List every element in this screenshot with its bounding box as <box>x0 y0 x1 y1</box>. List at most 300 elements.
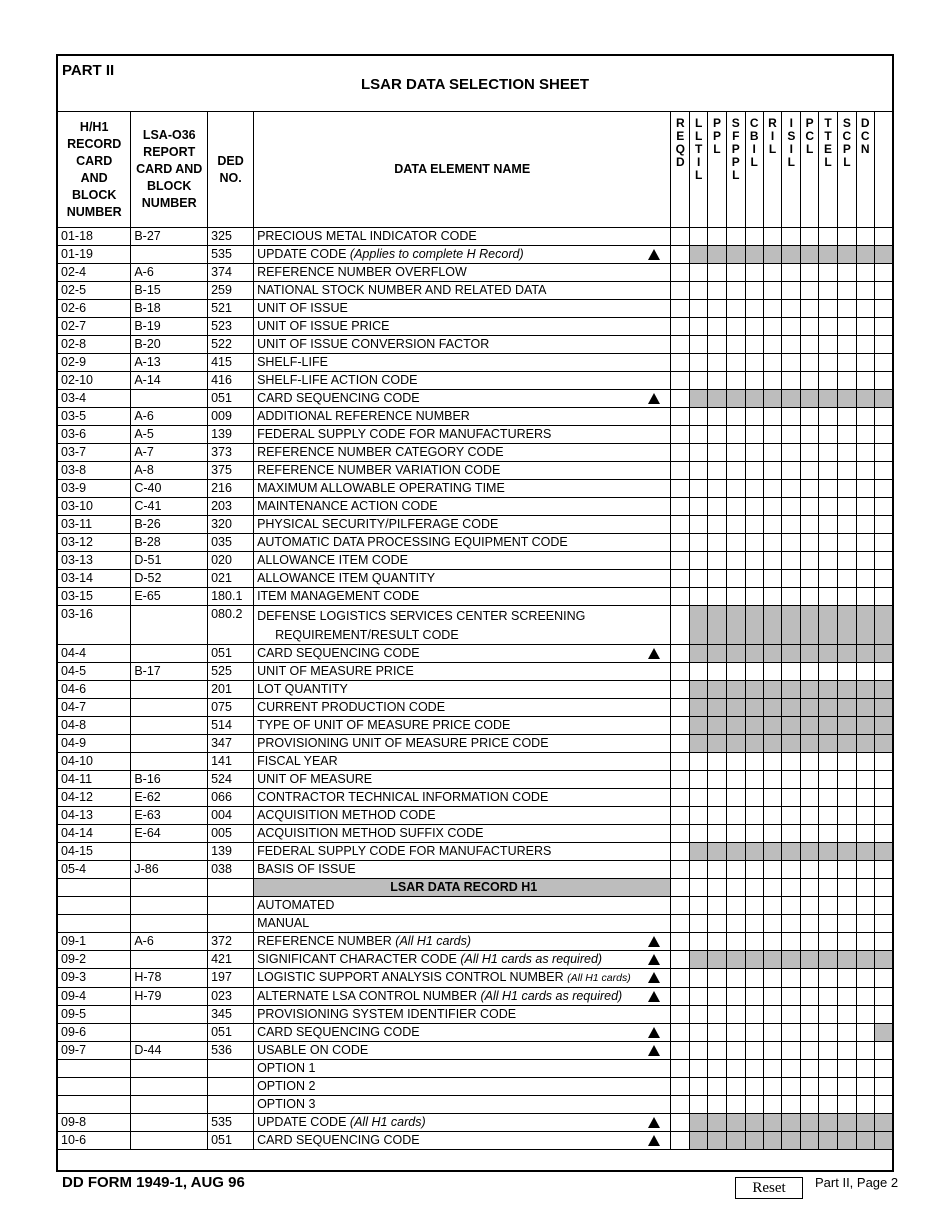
selection-cell[interactable] <box>763 1042 782 1060</box>
selection-cell[interactable] <box>819 897 838 915</box>
selection-cell[interactable] <box>801 318 819 336</box>
selection-cell[interactable] <box>708 807 727 825</box>
selection-cell[interactable] <box>726 753 745 771</box>
selection-cell[interactable] <box>708 516 727 534</box>
selection-cell[interactable] <box>745 897 763 915</box>
selection-cell[interactable] <box>819 1042 838 1060</box>
selection-cell[interactable] <box>763 1096 782 1114</box>
selection-cell[interactable] <box>819 1096 838 1114</box>
selection-cell[interactable] <box>745 933 763 951</box>
selection-cell[interactable] <box>837 753 856 771</box>
selection-cell[interactable] <box>837 789 856 807</box>
selection-cell[interactable] <box>856 1078 874 1096</box>
selection-cell[interactable] <box>856 300 874 318</box>
selection-cell[interactable] <box>837 933 856 951</box>
selection-cell[interactable] <box>690 771 708 789</box>
selection-cell[interactable] <box>819 318 838 336</box>
selection-cell[interactable] <box>708 879 727 897</box>
selection-cell[interactable] <box>819 570 838 588</box>
selection-cell[interactable] <box>874 915 892 933</box>
selection-cell[interactable] <box>671 771 690 789</box>
selection-cell[interactable] <box>801 771 819 789</box>
selection-cell[interactable] <box>801 807 819 825</box>
selection-cell[interactable] <box>690 1024 708 1042</box>
selection-cell[interactable] <box>856 408 874 426</box>
selection-cell[interactable] <box>726 663 745 681</box>
selection-cell[interactable] <box>782 588 801 606</box>
selection-cell[interactable] <box>708 861 727 879</box>
selection-cell[interactable] <box>671 408 690 426</box>
selection-cell[interactable] <box>671 336 690 354</box>
selection-cell[interactable] <box>745 861 763 879</box>
selection-cell[interactable] <box>856 988 874 1006</box>
selection-cell[interactable] <box>708 408 727 426</box>
selection-cell[interactable] <box>763 318 782 336</box>
selection-cell[interactable] <box>819 408 838 426</box>
selection-cell[interactable] <box>801 753 819 771</box>
selection-cell[interactable] <box>782 753 801 771</box>
selection-cell[interactable] <box>837 897 856 915</box>
selection-cell[interactable] <box>671 606 690 645</box>
selection-cell[interactable] <box>708 534 727 552</box>
selection-cell[interactable] <box>708 300 727 318</box>
selection-cell[interactable] <box>801 336 819 354</box>
selection-cell[interactable] <box>690 462 708 480</box>
selection-cell[interactable] <box>745 408 763 426</box>
selection-cell[interactable] <box>763 897 782 915</box>
selection-cell[interactable] <box>745 552 763 570</box>
selection-cell[interactable] <box>708 444 727 462</box>
selection-cell[interactable] <box>745 915 763 933</box>
selection-cell[interactable] <box>837 372 856 390</box>
selection-cell[interactable] <box>690 228 708 246</box>
selection-cell[interactable] <box>690 933 708 951</box>
selection-cell[interactable] <box>745 498 763 516</box>
selection-cell[interactable] <box>708 552 727 570</box>
selection-cell[interactable] <box>763 753 782 771</box>
selection-cell[interactable] <box>726 1060 745 1078</box>
selection-cell[interactable] <box>782 1096 801 1114</box>
selection-cell[interactable] <box>690 879 708 897</box>
selection-cell[interactable] <box>763 462 782 480</box>
selection-cell[interactable] <box>782 534 801 552</box>
selection-cell[interactable] <box>690 825 708 843</box>
selection-cell[interactable] <box>856 1006 874 1024</box>
selection-cell[interactable] <box>856 228 874 246</box>
selection-cell[interactable] <box>782 771 801 789</box>
selection-cell[interactable] <box>763 861 782 879</box>
selection-cell[interactable] <box>671 390 690 408</box>
selection-cell[interactable] <box>671 1060 690 1078</box>
selection-cell[interactable] <box>726 516 745 534</box>
selection-cell[interactable] <box>874 444 892 462</box>
selection-cell[interactable] <box>708 915 727 933</box>
selection-cell[interactable] <box>801 516 819 534</box>
selection-cell[interactable] <box>782 354 801 372</box>
selection-cell[interactable] <box>745 372 763 390</box>
selection-cell[interactable] <box>819 552 838 570</box>
selection-cell[interactable] <box>801 1060 819 1078</box>
selection-cell[interactable] <box>819 988 838 1006</box>
selection-cell[interactable] <box>801 462 819 480</box>
selection-cell[interactable] <box>745 300 763 318</box>
selection-cell[interactable] <box>801 861 819 879</box>
selection-cell[interactable] <box>671 570 690 588</box>
selection-cell[interactable] <box>763 988 782 1006</box>
selection-cell[interactable] <box>837 354 856 372</box>
selection-cell[interactable] <box>763 663 782 681</box>
selection-cell[interactable] <box>671 951 690 969</box>
selection-cell[interactable] <box>856 861 874 879</box>
selection-cell[interactable] <box>726 1042 745 1060</box>
selection-cell[interactable] <box>801 988 819 1006</box>
selection-cell[interactable] <box>856 426 874 444</box>
selection-cell[interactable] <box>708 663 727 681</box>
selection-cell[interactable] <box>763 282 782 300</box>
selection-cell[interactable] <box>708 588 727 606</box>
selection-cell[interactable] <box>819 969 838 988</box>
selection-cell[interactable] <box>671 1132 690 1150</box>
selection-cell[interactable] <box>819 462 838 480</box>
selection-cell[interactable] <box>837 915 856 933</box>
selection-cell[interactable] <box>671 282 690 300</box>
selection-cell[interactable] <box>690 480 708 498</box>
selection-cell[interactable] <box>837 426 856 444</box>
selection-cell[interactable] <box>745 264 763 282</box>
selection-cell[interactable] <box>745 516 763 534</box>
selection-cell[interactable] <box>801 444 819 462</box>
selection-cell[interactable] <box>763 1006 782 1024</box>
selection-cell[interactable] <box>856 969 874 988</box>
selection-cell[interactable] <box>690 570 708 588</box>
selection-cell[interactable] <box>745 426 763 444</box>
selection-cell[interactable] <box>745 228 763 246</box>
selection-cell[interactable] <box>690 300 708 318</box>
selection-cell[interactable] <box>801 933 819 951</box>
selection-cell[interactable] <box>726 354 745 372</box>
selection-cell[interactable] <box>708 1078 727 1096</box>
selection-cell[interactable] <box>819 516 838 534</box>
selection-cell[interactable] <box>819 372 838 390</box>
selection-cell[interactable] <box>690 1096 708 1114</box>
selection-cell[interactable] <box>726 789 745 807</box>
selection-cell[interactable] <box>671 879 690 897</box>
selection-cell[interactable] <box>819 228 838 246</box>
selection-cell[interactable] <box>745 444 763 462</box>
selection-cell[interactable] <box>671 717 690 735</box>
selection-cell[interactable] <box>671 681 690 699</box>
selection-cell[interactable] <box>745 534 763 552</box>
selection-cell[interactable] <box>708 1024 727 1042</box>
selection-cell[interactable] <box>708 336 727 354</box>
selection-cell[interactable] <box>856 663 874 681</box>
selection-cell[interactable] <box>708 480 727 498</box>
selection-cell[interactable] <box>745 480 763 498</box>
selection-cell[interactable] <box>874 897 892 915</box>
selection-cell[interactable] <box>671 444 690 462</box>
selection-cell[interactable] <box>782 789 801 807</box>
selection-cell[interactable] <box>819 264 838 282</box>
selection-cell[interactable] <box>856 336 874 354</box>
selection-cell[interactable] <box>874 969 892 988</box>
selection-cell[interactable] <box>690 897 708 915</box>
selection-cell[interactable] <box>874 498 892 516</box>
selection-cell[interactable] <box>782 807 801 825</box>
selection-cell[interactable] <box>690 789 708 807</box>
selection-cell[interactable] <box>819 480 838 498</box>
selection-cell[interactable] <box>690 372 708 390</box>
selection-cell[interactable] <box>708 753 727 771</box>
selection-cell[interactable] <box>690 498 708 516</box>
selection-cell[interactable] <box>837 480 856 498</box>
selection-cell[interactable] <box>856 825 874 843</box>
selection-cell[interactable] <box>726 1096 745 1114</box>
selection-cell[interactable] <box>819 1060 838 1078</box>
selection-cell[interactable] <box>837 861 856 879</box>
selection-cell[interactable] <box>763 552 782 570</box>
selection-cell[interactable] <box>801 1096 819 1114</box>
selection-cell[interactable] <box>856 570 874 588</box>
selection-cell[interactable] <box>671 552 690 570</box>
selection-cell[interactable] <box>856 1024 874 1042</box>
selection-cell[interactable] <box>782 444 801 462</box>
selection-cell[interactable] <box>763 789 782 807</box>
selection-cell[interactable] <box>708 969 727 988</box>
selection-cell[interactable] <box>708 498 727 516</box>
selection-cell[interactable] <box>856 264 874 282</box>
selection-cell[interactable] <box>837 771 856 789</box>
selection-cell[interactable] <box>782 462 801 480</box>
selection-cell[interactable] <box>708 1006 727 1024</box>
selection-cell[interactable] <box>726 462 745 480</box>
selection-cell[interactable] <box>745 588 763 606</box>
selection-cell[interactable] <box>837 408 856 426</box>
selection-cell[interactable] <box>801 408 819 426</box>
selection-cell[interactable] <box>671 426 690 444</box>
selection-cell[interactable] <box>745 969 763 988</box>
selection-cell[interactable] <box>782 570 801 588</box>
selection-cell[interactable] <box>782 915 801 933</box>
selection-cell[interactable] <box>801 879 819 897</box>
selection-cell[interactable] <box>874 1078 892 1096</box>
selection-cell[interactable] <box>837 1096 856 1114</box>
selection-cell[interactable] <box>874 552 892 570</box>
selection-cell[interactable] <box>726 879 745 897</box>
selection-cell[interactable] <box>708 897 727 915</box>
selection-cell[interactable] <box>856 498 874 516</box>
selection-cell[interactable] <box>801 498 819 516</box>
selection-cell[interactable] <box>837 462 856 480</box>
selection-cell[interactable] <box>763 426 782 444</box>
selection-cell[interactable] <box>763 771 782 789</box>
selection-cell[interactable] <box>874 570 892 588</box>
selection-cell[interactable] <box>874 300 892 318</box>
selection-cell[interactable] <box>801 588 819 606</box>
selection-cell[interactable] <box>801 264 819 282</box>
selection-cell[interactable] <box>819 915 838 933</box>
selection-cell[interactable] <box>726 444 745 462</box>
selection-cell[interactable] <box>690 336 708 354</box>
selection-cell[interactable] <box>782 879 801 897</box>
selection-cell[interactable] <box>837 498 856 516</box>
selection-cell[interactable] <box>671 861 690 879</box>
selection-cell[interactable] <box>708 789 727 807</box>
selection-cell[interactable] <box>671 228 690 246</box>
selection-cell[interactable] <box>856 282 874 300</box>
selection-cell[interactable] <box>708 1042 727 1060</box>
selection-cell[interactable] <box>690 915 708 933</box>
selection-cell[interactable] <box>726 552 745 570</box>
selection-cell[interactable] <box>874 988 892 1006</box>
selection-cell[interactable] <box>856 753 874 771</box>
selection-cell[interactable] <box>782 933 801 951</box>
selection-cell[interactable] <box>763 1078 782 1096</box>
selection-cell[interactable] <box>874 1006 892 1024</box>
selection-cell[interactable] <box>726 372 745 390</box>
selection-cell[interactable] <box>690 516 708 534</box>
selection-cell[interactable] <box>671 534 690 552</box>
selection-cell[interactable] <box>726 498 745 516</box>
selection-cell[interactable] <box>745 1078 763 1096</box>
selection-cell[interactable] <box>763 444 782 462</box>
selection-cell[interactable] <box>782 300 801 318</box>
selection-cell[interactable] <box>763 915 782 933</box>
selection-cell[interactable] <box>671 264 690 282</box>
selection-cell[interactable] <box>763 498 782 516</box>
selection-cell[interactable] <box>726 1006 745 1024</box>
selection-cell[interactable] <box>782 897 801 915</box>
selection-cell[interactable] <box>671 516 690 534</box>
selection-cell[interactable] <box>874 807 892 825</box>
selection-cell[interactable] <box>745 663 763 681</box>
selection-cell[interactable] <box>837 1006 856 1024</box>
selection-cell[interactable] <box>874 663 892 681</box>
selection-cell[interactable] <box>671 246 690 264</box>
selection-cell[interactable] <box>726 915 745 933</box>
selection-cell[interactable] <box>801 480 819 498</box>
selection-cell[interactable] <box>708 228 727 246</box>
selection-cell[interactable] <box>856 588 874 606</box>
selection-cell[interactable] <box>671 663 690 681</box>
selection-cell[interactable] <box>856 516 874 534</box>
selection-cell[interactable] <box>874 336 892 354</box>
selection-cell[interactable] <box>819 1078 838 1096</box>
selection-cell[interactable] <box>708 825 727 843</box>
selection-cell[interactable] <box>856 534 874 552</box>
selection-cell[interactable] <box>671 318 690 336</box>
selection-cell[interactable] <box>874 318 892 336</box>
selection-cell[interactable] <box>856 552 874 570</box>
selection-cell[interactable] <box>690 426 708 444</box>
selection-cell[interactable] <box>690 444 708 462</box>
selection-cell[interactable] <box>726 1078 745 1096</box>
selection-cell[interactable] <box>819 444 838 462</box>
selection-cell[interactable] <box>745 570 763 588</box>
selection-cell[interactable] <box>726 771 745 789</box>
selection-cell[interactable] <box>708 354 727 372</box>
selection-cell[interactable] <box>671 699 690 717</box>
selection-cell[interactable] <box>801 969 819 988</box>
selection-cell[interactable] <box>745 1042 763 1060</box>
selection-cell[interactable] <box>874 933 892 951</box>
selection-cell[interactable] <box>763 588 782 606</box>
selection-cell[interactable] <box>745 771 763 789</box>
selection-cell[interactable] <box>837 318 856 336</box>
selection-cell[interactable] <box>726 588 745 606</box>
selection-cell[interactable] <box>782 663 801 681</box>
selection-cell[interactable] <box>874 264 892 282</box>
selection-cell[interactable] <box>671 372 690 390</box>
selection-cell[interactable] <box>837 588 856 606</box>
selection-cell[interactable] <box>726 1024 745 1042</box>
selection-cell[interactable] <box>690 988 708 1006</box>
selection-cell[interactable] <box>801 1006 819 1024</box>
reset-button[interactable]: Reset <box>735 1177 803 1199</box>
selection-cell[interactable] <box>874 825 892 843</box>
selection-cell[interactable] <box>671 969 690 988</box>
selection-cell[interactable] <box>690 354 708 372</box>
selection-cell[interactable] <box>671 825 690 843</box>
selection-cell[interactable] <box>856 372 874 390</box>
selection-cell[interactable] <box>874 372 892 390</box>
selection-cell[interactable] <box>690 318 708 336</box>
selection-cell[interactable] <box>671 1096 690 1114</box>
selection-cell[interactable] <box>726 807 745 825</box>
selection-cell[interactable] <box>690 282 708 300</box>
selection-cell[interactable] <box>671 753 690 771</box>
selection-cell[interactable] <box>801 552 819 570</box>
selection-cell[interactable] <box>856 915 874 933</box>
selection-cell[interactable] <box>708 933 727 951</box>
selection-cell[interactable] <box>745 318 763 336</box>
selection-cell[interactable] <box>671 462 690 480</box>
selection-cell[interactable] <box>837 570 856 588</box>
selection-cell[interactable] <box>690 588 708 606</box>
selection-cell[interactable] <box>874 462 892 480</box>
selection-cell[interactable] <box>745 1060 763 1078</box>
selection-cell[interactable] <box>837 336 856 354</box>
selection-cell[interactable] <box>801 789 819 807</box>
selection-cell[interactable] <box>837 264 856 282</box>
selection-cell[interactable] <box>819 861 838 879</box>
selection-cell[interactable] <box>874 771 892 789</box>
selection-cell[interactable] <box>782 480 801 498</box>
selection-cell[interactable] <box>763 969 782 988</box>
selection-cell[interactable] <box>782 552 801 570</box>
selection-cell[interactable] <box>726 264 745 282</box>
selection-cell[interactable] <box>801 534 819 552</box>
selection-cell[interactable] <box>671 807 690 825</box>
selection-cell[interactable] <box>671 897 690 915</box>
selection-cell[interactable] <box>726 300 745 318</box>
selection-cell[interactable] <box>726 897 745 915</box>
selection-cell[interactable] <box>763 807 782 825</box>
selection-cell[interactable] <box>856 807 874 825</box>
selection-cell[interactable] <box>745 789 763 807</box>
selection-cell[interactable] <box>726 318 745 336</box>
selection-cell[interactable] <box>782 498 801 516</box>
selection-cell[interactable] <box>708 570 727 588</box>
selection-cell[interactable] <box>690 861 708 879</box>
selection-cell[interactable] <box>708 1096 727 1114</box>
selection-cell[interactable] <box>837 879 856 897</box>
selection-cell[interactable] <box>874 354 892 372</box>
selection-cell[interactable] <box>726 408 745 426</box>
selection-cell[interactable] <box>837 552 856 570</box>
selection-cell[interactable] <box>782 1024 801 1042</box>
selection-cell[interactable] <box>671 988 690 1006</box>
selection-cell[interactable] <box>763 264 782 282</box>
